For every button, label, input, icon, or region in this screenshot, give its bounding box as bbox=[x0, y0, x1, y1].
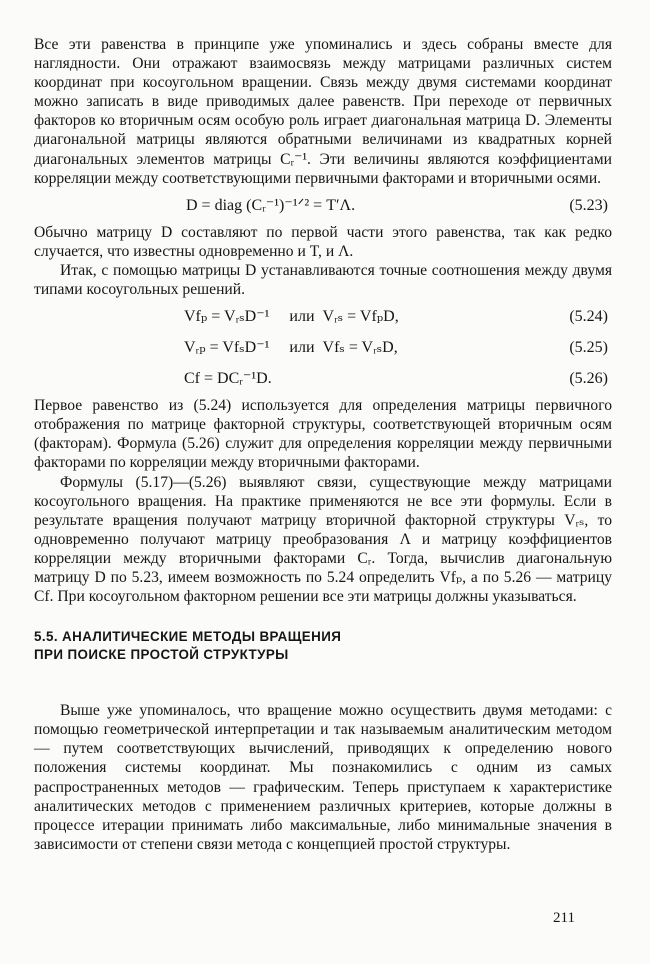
section-heading-line-2: ПРИ ПОИСКЕ ПРОСТОЙ СТРУКТУРЫ bbox=[34, 646, 289, 662]
paragraph-exact-relations: Итак, с помощью матрицы D устанавливаются точные соотношения между двумя типами косоугольных решений. bbox=[34, 261, 612, 299]
paragraph-equalities-intro: Все эти равенства в принципе уже упоминались и здесь собраны вместе для наглядности. Они отражают взаимосвязь между матрицами различных систем координат при косоугольном вращении. Связь между двумя системами координат можно записать в виде приводимых далее равенств. При переходе от первичных факторов ко вторичным осям особую роль играет диагональная матрица D. Элементы диагональной матрицы являются обратными величинами из квадратных корней диагональных элементов матрицы Cᵣ⁻¹. Эти величины являются коэффициентами корреляции между соответствующими первичными факторами и вторичными осями. bbox=[34, 36, 612, 187]
equation-number: (5.24) bbox=[569, 308, 608, 326]
equation-5-25 bbox=[34, 338, 612, 357]
equation-number: (5.25) bbox=[569, 339, 608, 357]
equation-number: (5.26) bbox=[569, 370, 608, 388]
page-number: 211 bbox=[553, 910, 575, 926]
paragraph-formulas-relations: Формулы (5.17)—(5.26) выявляют связи, существующие между матрицами косоугольного вращения. На практике применяются не все эти формулы. Если в результате вращения получают матрицу вторичной факторной структуры Vᵣₛ, то одновременно получают матрицу преобразования Λ и матрицу коэффициентов корреляции между вторичными факторами Cᵣ. Тогда, вычислив диагональную матрицу D по 5.23, имеем возможность по 5.24 определить Vfₚ, а по 5.26 — матрицу Cf. При косоугольном факторном решении все эти матрицы должны указываться. bbox=[34, 473, 612, 606]
equation-formula: D = diag (Cᵣ⁻¹)⁻¹ᐟ² = T′Λ. bbox=[186, 196, 356, 214]
equation-number: (5.23) bbox=[569, 196, 608, 214]
section-heading bbox=[34, 628, 612, 663]
section-heading-line-1: 5.5. АНАЛИТИЧЕСКИЕ МЕТОДЫ ВРАЩЕНИЯ bbox=[34, 629, 342, 645]
equation-formula: Cf = DCᵣ⁻¹D. bbox=[184, 370, 272, 388]
paragraph-first-equality: Первое равенство из (5.24) используется для определения матрицы первичного отображения по матрице факторной структуры, соответствующей вторичным осям (факторам). Формула (5.26) служит для определения корреляции между первичными факторами по корреляции между вторичными факторами. bbox=[34, 397, 612, 472]
equation-group bbox=[34, 307, 612, 388]
equation-formula: Vᵣₚ = VfₛD⁻¹ или Vfₛ = VᵣₛD, bbox=[184, 339, 398, 357]
paragraph-matrix-d-composition: Обычно матрицу D составляют по первой части этого равенства, так как редко случается, что известны одновременно и T, и Λ. bbox=[34, 223, 612, 260]
equation-5-23 bbox=[34, 196, 612, 215]
equation-5-24 bbox=[34, 307, 612, 326]
equation-formula: Vfₚ = VᵣₛD⁻¹ или Vᵣₛ = VfₚD, bbox=[184, 308, 399, 326]
paragraph-analytic-methods: Выше уже упоминалось, что вращение можно осуществить двумя методами: с помощью геометрической интерпретации и так называемым аналитическим методом — путем соответствующих вычислений, приводящих к определению нового положения системы координат. Мы познакомились с одним из самых распространенных методов — графическим. Теперь приступаем к характеристике аналитических методов с применением различных критериев, которые должны в процессе итерации принимать либо максимальные, либо минимальные значения в зависимости от степени связи метода с концепцией простой структуры. bbox=[34, 702, 612, 853]
equation-5-26 bbox=[34, 369, 612, 388]
page-body bbox=[34, 35, 612, 854]
